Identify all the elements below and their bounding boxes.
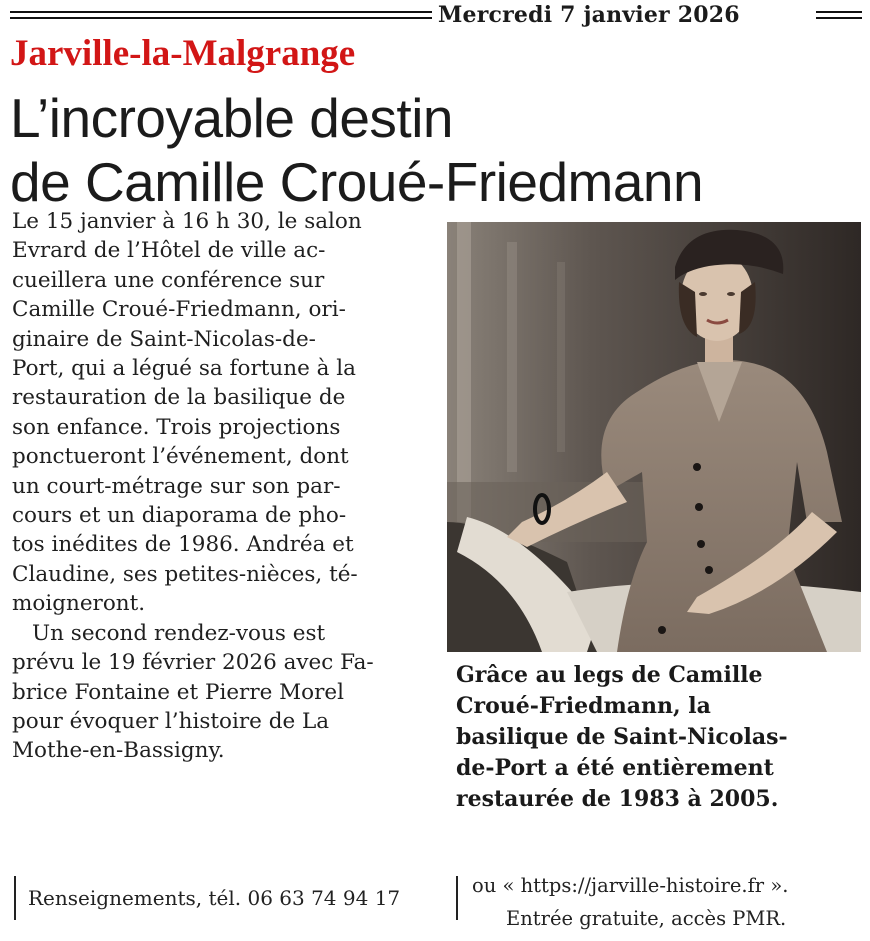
body-line: restauration de la basilique de [12, 385, 346, 411]
body-line: Mothe-en-Bassigny. [12, 738, 225, 764]
section-kicker: Jarville-la-Malgrange [10, 33, 356, 74]
body-line: tos inédites de 1986. Andréa et [12, 532, 354, 558]
body-line: Port, qui a légué sa fortune à la [12, 356, 356, 382]
dateline [10, 2, 862, 32]
body-line: pour évoquer l’histoire de La [12, 708, 330, 734]
body-line: brice Fontaine et Pierre Morel [12, 679, 345, 705]
photo-caption [456, 660, 858, 815]
dateline-rule-right [816, 11, 862, 19]
body-line: Claudine, ses petites-nièces, té- [12, 561, 358, 587]
info-bar-left [14, 876, 16, 920]
caption-line: restaurée de 1983 à 2005. [456, 786, 779, 812]
article-body [12, 207, 420, 766]
body-line: Un second rendez-vous est [32, 620, 326, 646]
body-line: prévu le 19 février 2026 avec Fa- [12, 650, 374, 676]
publication-date: Mercredi 7 janvier 2026 [438, 2, 740, 28]
body-line: cours et un diaporama de pho- [12, 503, 347, 529]
headline [10, 86, 860, 214]
body-line: un court-métrage sur son par- [12, 473, 341, 499]
body-line: Evrard de l’Hôtel de ville ac- [12, 238, 326, 264]
caption-line: de-Port a été entièrement [456, 755, 774, 781]
body-line: Le 15 janvier à 16 h 30, le salon [12, 209, 362, 234]
caption-line: basilique de Saint-Nicolas- [456, 724, 788, 750]
dateline-rule-left [10, 11, 432, 19]
headline-line-1: L’incroyable destin [10, 87, 454, 149]
body-line: moigneront. [12, 591, 146, 617]
info-website [472, 869, 852, 935]
info-bar-right [456, 876, 458, 920]
headline-line-2: de Camille Croué-Friedmann [10, 151, 704, 213]
info-contact: Renseignements, tél. 06 63 74 94 17 [28, 886, 401, 910]
body-line: ginaire de Saint-Nicolas-de- [12, 326, 316, 352]
body-line: ponctueront l’événement, dont [12, 444, 349, 470]
body-line: Camille Croué-Friedmann, ori- [12, 297, 346, 323]
portrait-photo [447, 222, 861, 652]
body-line: cueillera une conférence sur [12, 267, 325, 293]
caption-line: Croué-Friedmann, la [456, 693, 711, 719]
caption-line: Grâce au legs de Camille [456, 662, 763, 688]
portrait-photo-art [447, 222, 861, 652]
body-line: son enfance. Trois projections [12, 414, 341, 440]
info-website-line: ou « https://jarville-histoire.fr ». [472, 874, 789, 897]
info-access-line: Entrée gratuite, accès PMR. [506, 907, 787, 930]
